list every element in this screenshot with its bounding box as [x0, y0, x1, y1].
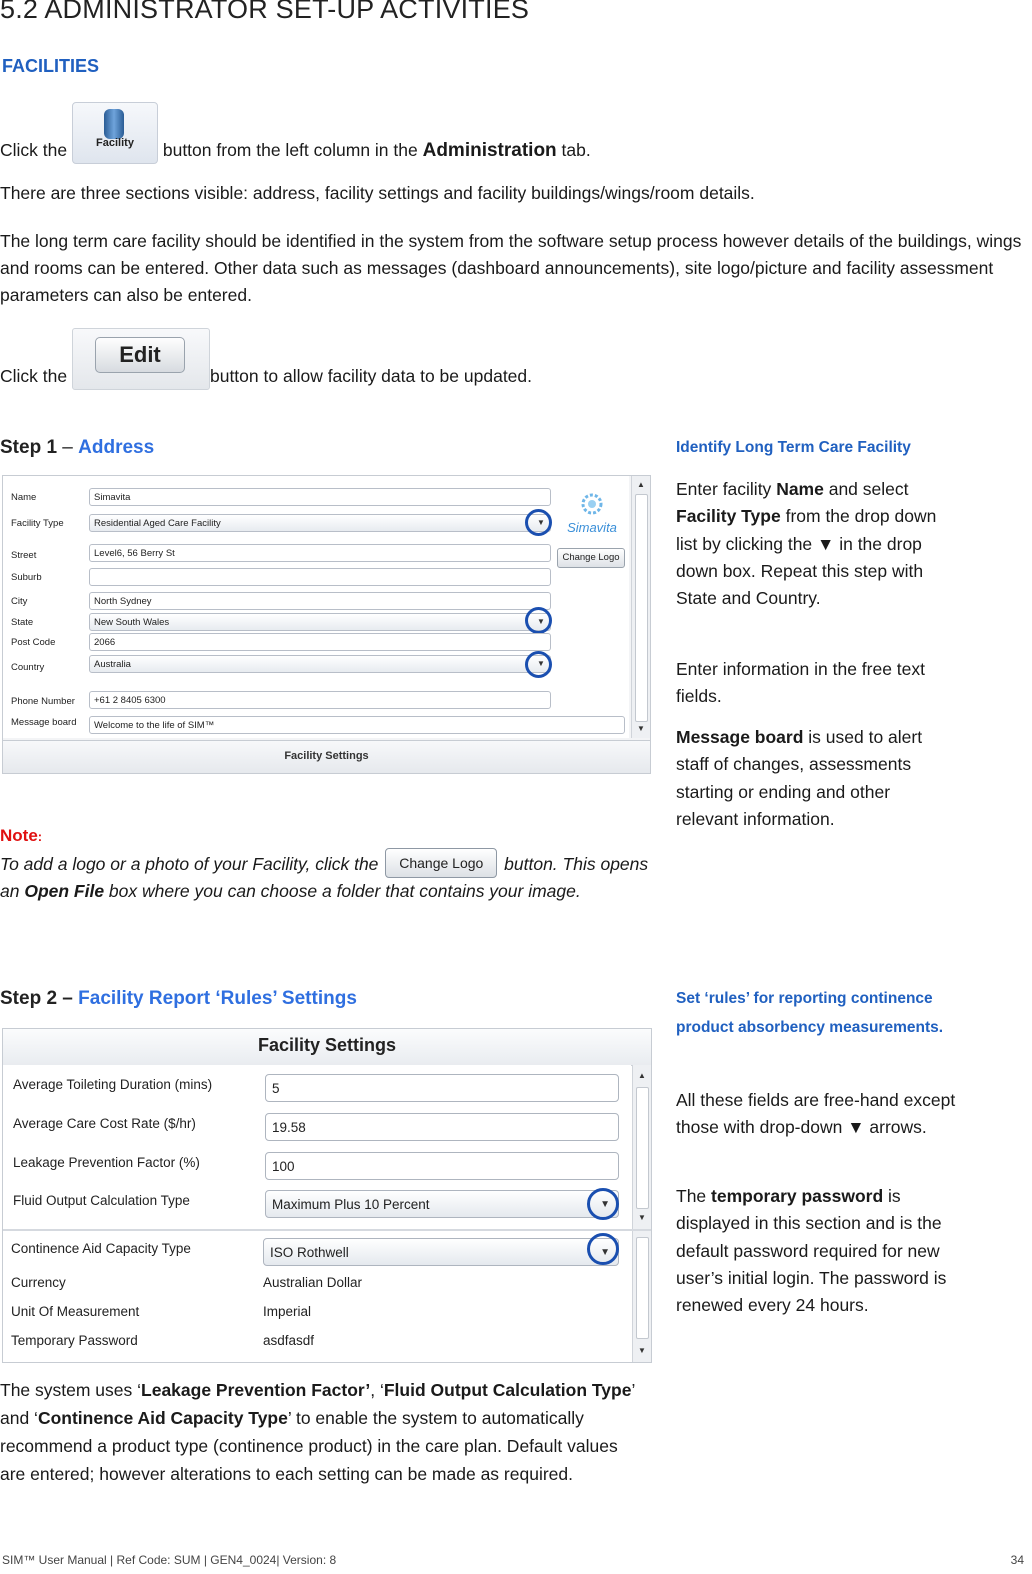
change-logo-button[interactable]: Change Logo [557, 548, 625, 568]
rules-explanation: The system uses ‘Leakage Prevention Factor’, ‘Fluid Output Calculation Type’ and ‘Continence Aid Capacity Type’ to enable the system to automatically recommend a product type (continence product) in the care plan. Default values are entered; however alterations to each setting can be made as required. [0, 1380, 635, 1484]
scroll-thumb[interactable] [635, 494, 648, 722]
address-form-panel [3, 476, 629, 738]
logo-text: Simavita [567, 520, 617, 535]
fluid-output-label: Fluid Output Calculation Type [13, 1193, 190, 1208]
page-footer: SIM™ User Manual | Ref Code: SUM | GEN4_0024| Version: 8 [2, 1553, 337, 1567]
intro-edit-line: Click the Edit button to allow facility data to be updated. [0, 328, 1030, 390]
page-number: 34 [1010, 1553, 1024, 1567]
temp-password-label: Temporary Password [11, 1333, 138, 1348]
unit-value: Imperial [263, 1304, 312, 1319]
scroll-up-icon[interactable]: ▲ [637, 480, 645, 489]
chevron-down-icon[interactable]: ▼ [600, 1247, 610, 1258]
highlight-circle [587, 1188, 619, 1220]
highlight-circle [525, 651, 552, 678]
city-field[interactable]: North Sydney [89, 592, 551, 610]
care-cost-rate-label: Average Care Cost Rate ($/hr) [13, 1116, 196, 1131]
note-label: Note: [0, 826, 43, 845]
step2-sidebar-p1: All these fields are free-hand except those with drop-down ▼ arrows. [676, 1090, 956, 1138]
highlight-circle [525, 607, 552, 634]
continence-aid-label: Continence Aid Capacity Type [11, 1241, 191, 1256]
message-board-label: Message board [11, 717, 77, 728]
step1-sidebar-p2: Enter information in the free text fields. [676, 659, 926, 707]
facility-settings-title: Facility Settings [3, 1029, 651, 1066]
chevron-down-icon[interactable]: ▼ [600, 1199, 610, 1210]
facility-settings-header[interactable]: Facility Settings [3, 740, 650, 773]
name-field[interactable]: Simavita [89, 488, 551, 506]
continence-aid-select[interactable]: ISO Rothwell ▼ [263, 1238, 619, 1266]
step1-heading: Step 1 – Address [0, 437, 155, 458]
toileting-duration-label: Average Toileting Duration (mins) [13, 1077, 213, 1092]
leakage-prevention-field[interactable]: 100 [265, 1152, 619, 1180]
intro-paragraph: The long term care facility should be identified in the system from the software setup process however details of the buildings, wings and rooms can be entered. Other data such as messages (dashboard announcements), site logo/picture and facility assessment parameters can also be entered. [0, 231, 1022, 305]
scroll-thumb[interactable] [636, 1237, 649, 1339]
section-heading-facilities: FACILITIES [2, 56, 100, 76]
currency-value: Australian Dollar [263, 1275, 363, 1290]
step2-sidebar-heading: Set ‘rules’ for reporting continence product absorbency measurements. [676, 990, 944, 1036]
facility-button[interactable]: Facility [72, 102, 158, 164]
settings-scrollbar-top[interactable] [632, 1065, 651, 1229]
unit-label: Unit Of Measurement [11, 1304, 140, 1319]
chevron-down-icon[interactable]: ▼ [537, 659, 545, 668]
scroll-down-icon[interactable]: ▼ [638, 1213, 646, 1222]
street-label: Street [11, 550, 37, 561]
facility-logo [561, 484, 623, 542]
settings-scrollbar-bottom[interactable] [632, 1231, 651, 1362]
chevron-down-icon[interactable]: ▼ [537, 617, 545, 626]
step1-sidebar-p3: Message board is used to alert staff of changes, assessments starting or ending and other relevant information. [676, 727, 923, 829]
care-cost-rate-field[interactable]: 19.58 [265, 1113, 619, 1141]
chevron-down-icon[interactable]: ▼ [537, 518, 545, 527]
currency-label: Currency [11, 1275, 66, 1290]
step1-sidebar-p1: Enter facility Name and select Facility Type from the drop down list by clicking the ▼ in the drop down box. Repeat this step with State and Country. [676, 479, 937, 609]
street-field[interactable]: Level6, 56 Berry St [89, 544, 551, 562]
sections-line: There are three sections visible: address, facility settings and facility buildings/wings/room details. [0, 183, 755, 203]
settings-inputs-bottom [3, 1231, 631, 1362]
leakage-prevention-label: Leakage Prevention Factor (%) [13, 1155, 200, 1170]
facility-settings-screenshot [2, 1028, 652, 1363]
suburb-label: Suburb [11, 572, 42, 583]
phone-field[interactable]: +61 2 8405 6300 [89, 691, 551, 709]
change-logo-inline-button[interactable]: Change Logo [385, 848, 497, 878]
post-code-field[interactable]: 2066 [89, 633, 551, 651]
scroll-down-icon[interactable]: ▼ [638, 1346, 646, 1355]
facility-type-label: Facility Type [11, 518, 64, 529]
highlight-circle [525, 509, 552, 536]
form-scrollbar[interactable] [631, 476, 650, 738]
address-form-screenshot [2, 475, 651, 774]
facility-type-select[interactable]: Residential Aged Care Facility ▼ [89, 514, 551, 532]
message-board-field[interactable]: Welcome to the life of SIM™ [89, 716, 625, 734]
fluid-output-select[interactable]: Maximum Plus 10 Percent ▼ [265, 1190, 619, 1218]
page-heading: 5.2 ADMINISTRATOR SET-UP ACTIVITIES [0, 0, 530, 24]
scroll-down-icon[interactable]: ▼ [637, 724, 645, 733]
step1-sidebar-heading: Identify Long Term Care Facility [676, 439, 911, 456]
intro-facility-line: Click the Facility button from the left column in the Administration tab. [0, 102, 1030, 164]
country-select[interactable]: Australia ▼ [89, 655, 551, 673]
scroll-up-icon[interactable]: ▲ [638, 1071, 646, 1080]
state-label: State [11, 617, 34, 628]
name-label: Name [11, 492, 37, 503]
post-code-label: Post Code [11, 637, 56, 648]
settings-inputs-top [3, 1065, 631, 1229]
country-label: Country [11, 662, 45, 673]
step2-sidebar-p2: The temporary password is displayed in this section and is the default password required for new user’s initial login. The password is renewed every 24 hours. [676, 1186, 947, 1316]
state-select[interactable]: New South Wales ▼ [89, 613, 551, 631]
phone-label: Phone Number [11, 696, 75, 707]
city-label: City [11, 596, 28, 607]
temp-password-value: asdfasdf [263, 1333, 315, 1348]
step2-heading: Step 2 – Facility Report ‘Rules’ Settings [0, 988, 357, 1009]
scroll-thumb[interactable] [636, 1087, 649, 1209]
note-text: To add a logo or a photo of your Facility, click the Change Logo button. This opens an Open File box where you can choose a folder that contains your image. [0, 851, 650, 905]
highlight-circle [587, 1233, 619, 1265]
toileting-duration-field[interactable]: 5 [265, 1074, 619, 1102]
edit-button[interactable]: Edit [72, 328, 210, 390]
suburb-field[interactable] [89, 568, 551, 586]
